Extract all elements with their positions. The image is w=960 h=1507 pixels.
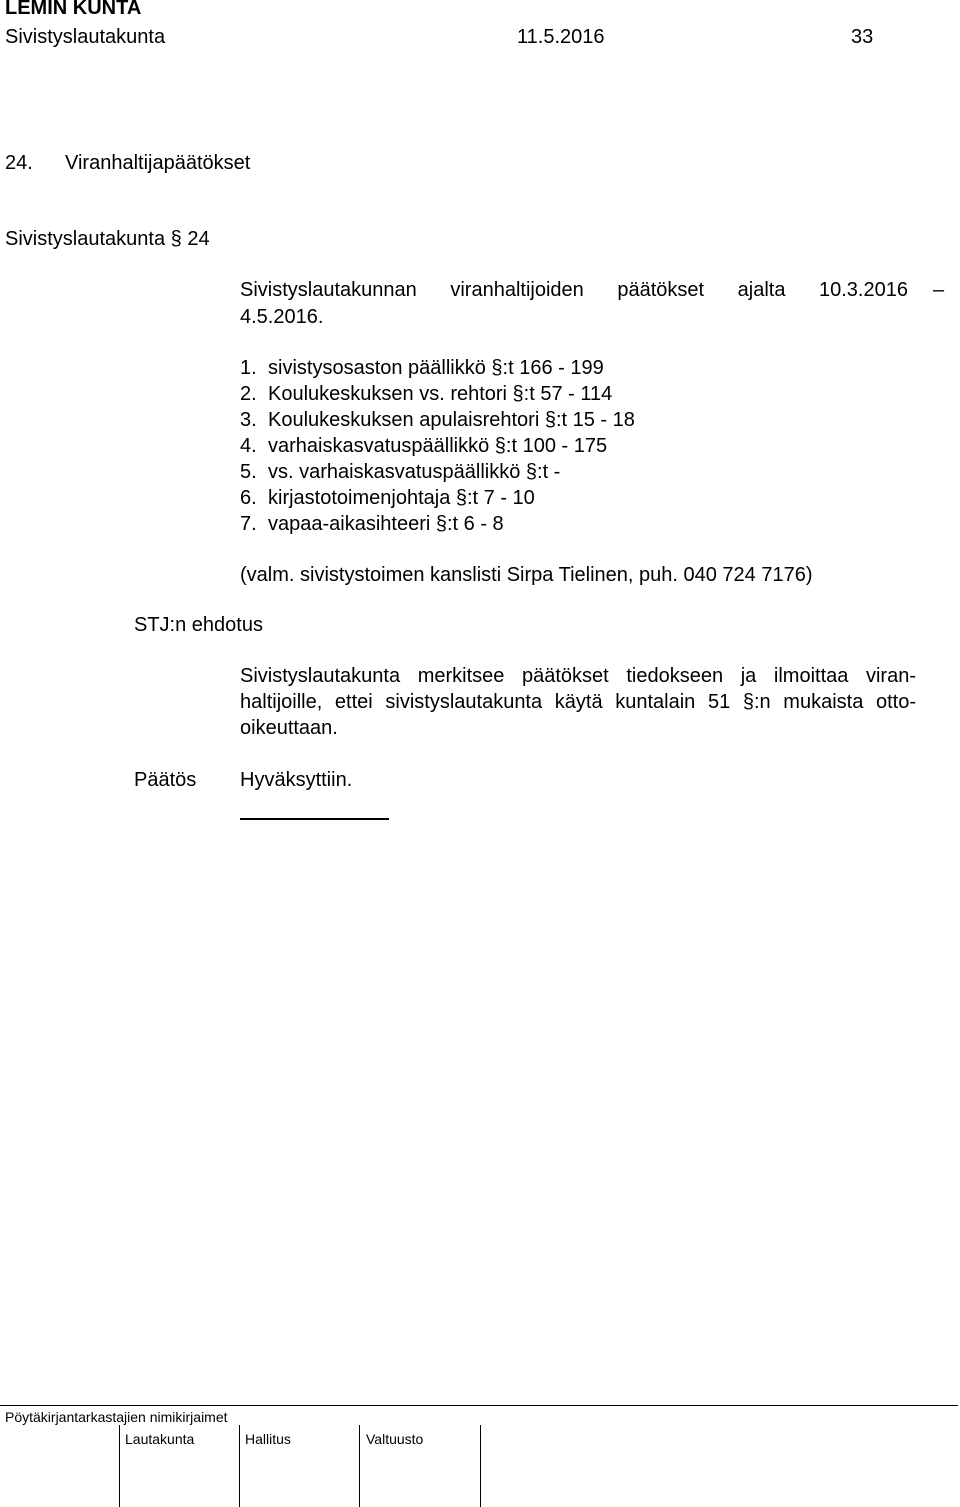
intro-word: Sivistyslautakunnan [240, 279, 417, 301]
intro-word: viranhaltijoiden [450, 279, 584, 301]
proposal-line: Sivistyslautakunta merkitsee päätökset tiedokseen ja ilmoittaa viran- [240, 665, 916, 687]
list-item-text: kirjastotoimenjohtaja §:t 7 - 10 [268, 487, 535, 509]
intro-line-2: 4.5.2016. [240, 306, 324, 328]
section-number: 24. [5, 152, 33, 174]
footer-column-divider [119, 1425, 120, 1507]
list-item-number: 7. [240, 513, 257, 535]
proposal-line: haltijoille, ettei sivistyslautakunta käytä kuntalain 51 §:n mukaista otto- [240, 691, 916, 713]
intro-dash: – [933, 279, 945, 301]
list-item-number: 4. [240, 435, 257, 457]
footer-column-divider [480, 1425, 481, 1507]
intro-word: 10.3.2016 [819, 279, 908, 301]
organization-name: LEMIN KUNTA [5, 0, 142, 19]
decision-label: Päätös [134, 769, 197, 791]
footer-column-label: Lautakunta [125, 1431, 195, 1447]
header-date: 11.5.2016 [517, 26, 605, 48]
footer-divider [0, 1405, 958, 1406]
list-item-number: 2. [240, 383, 257, 405]
list-item-number: 6. [240, 487, 257, 509]
footer-title: Pöytäkirjantarkastajien nimikirjaimet [5, 1409, 228, 1425]
list-item-text: sivistysosaston päällikkö §:t 166 - 199 [268, 357, 604, 379]
list-item [240, 407, 635, 433]
list-item [240, 459, 635, 485]
page-number: 33 [851, 26, 874, 48]
list-item [240, 485, 635, 511]
footer-column-divider [239, 1425, 240, 1507]
footer-column-label: Hallitus [245, 1431, 291, 1447]
preparer-contact: (valm. sivistystoimen kanslisti Sirpa Tielinen, puh. 040 724 7176) [240, 564, 813, 586]
list-item-text: vapaa-aikasihteeri §:t 6 - 8 [268, 513, 504, 535]
decision-text: Hyväksyttiin. [240, 769, 353, 791]
list-item-text: vs. varhaiskasvatuspäällikkö §:t - [268, 461, 561, 483]
list-item [240, 381, 635, 407]
proposal-text [240, 663, 916, 741]
list-item-number: 5. [240, 461, 257, 483]
list-item [240, 511, 635, 537]
decision-list [240, 355, 635, 537]
list-item [240, 433, 635, 459]
list-item [240, 355, 635, 381]
decision-underline [240, 818, 389, 820]
list-item-text: Koulukeskuksen vs. rehtori §:t 57 - 114 [268, 383, 613, 405]
intro-word: päätökset [617, 279, 705, 301]
section-reference: Sivistyslautakunta § 24 [5, 228, 210, 250]
list-item-number: 3. [240, 409, 257, 431]
footer-column-label: Valtuusto [366, 1431, 424, 1447]
intro-word: ajalta [737, 279, 786, 301]
footer-column-divider [359, 1425, 360, 1507]
intro-line-1 [240, 277, 908, 303]
section-title: Viranhaltijapäätökset [65, 152, 251, 174]
list-item-text: Koulukeskuksen apulaisrehtori §:t 15 - 18 [268, 409, 635, 431]
list-item-text: varhaiskasvatuspäällikkö §:t 100 - 175 [268, 435, 608, 457]
header-board-name: Sivistyslautakunta [5, 26, 166, 48]
proposal-label: STJ:n ehdotus [134, 614, 263, 636]
list-item-number: 1. [240, 357, 257, 379]
proposal-line: oikeuttaan. [240, 717, 338, 739]
